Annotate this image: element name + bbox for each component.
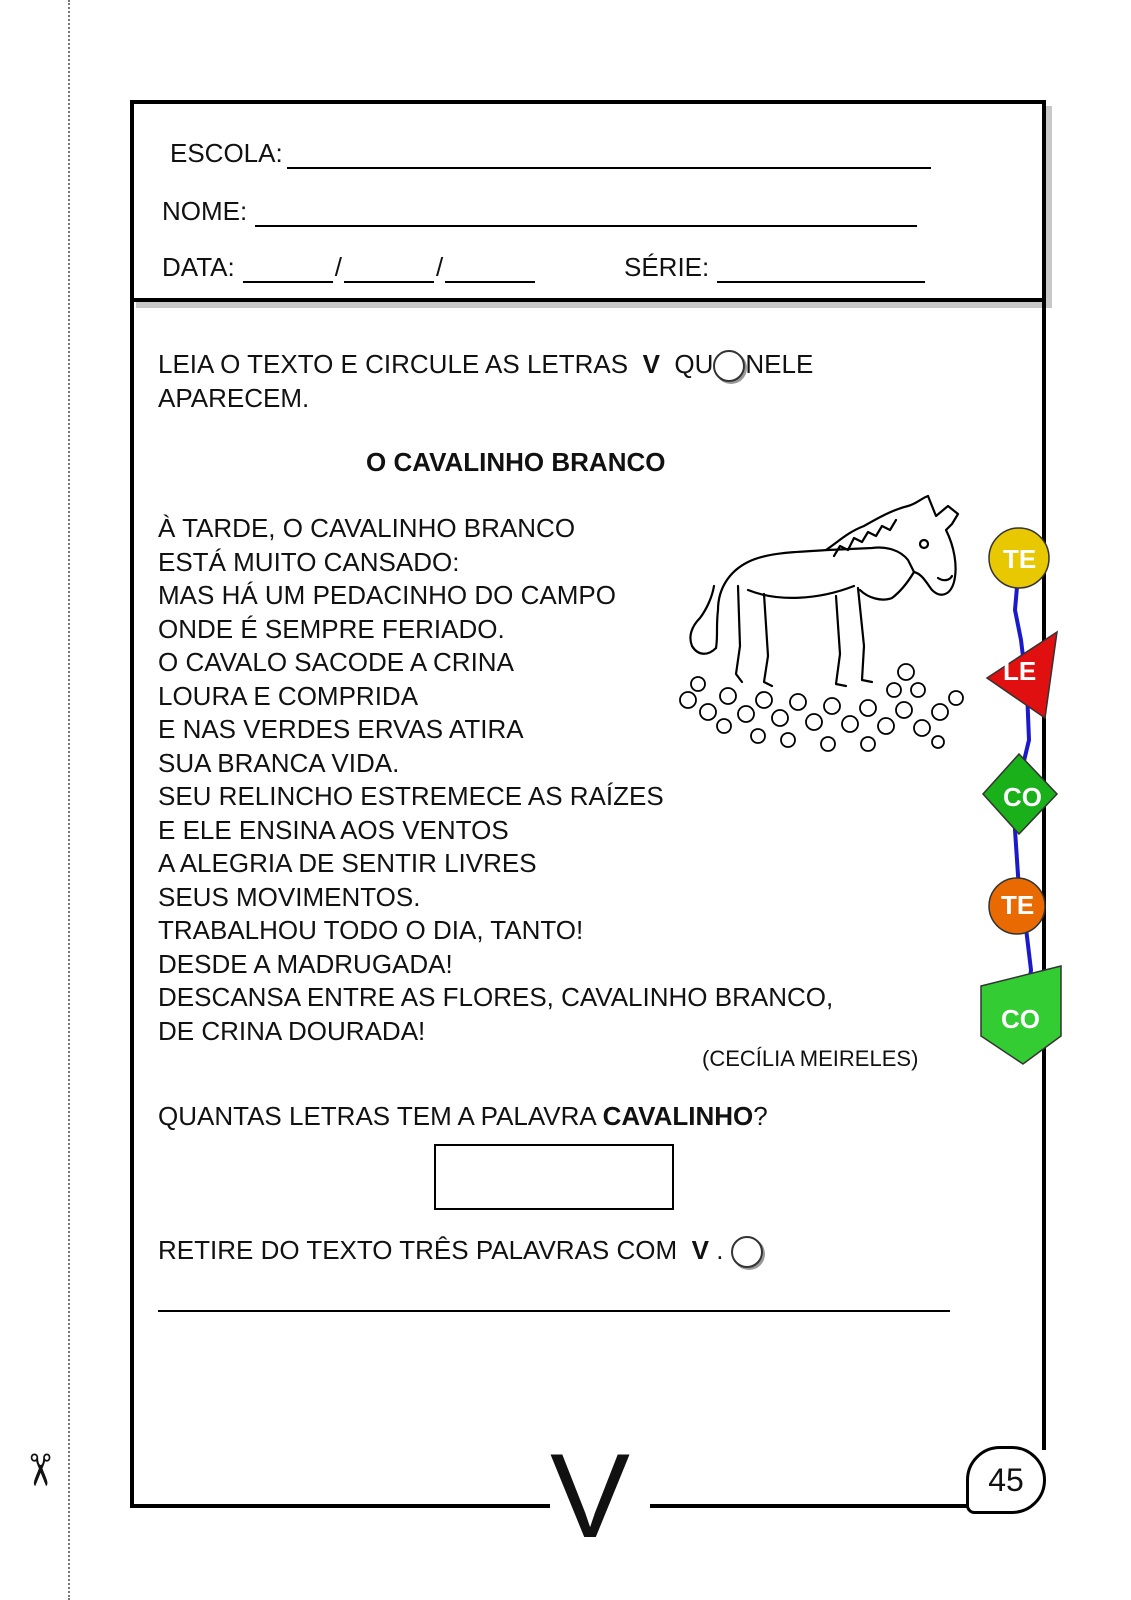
question-1-text: QUANTAS LETRAS TEM A PALAVRA bbox=[158, 1101, 596, 1131]
frame-bottom-border-right bbox=[650, 1504, 1000, 1508]
question-1 bbox=[158, 1100, 768, 1134]
cloud-icon bbox=[731, 1236, 763, 1268]
badge-label-4: TE bbox=[1001, 890, 1035, 920]
poem-line: À TARDE, O CAVALINHO BRANCO bbox=[158, 513, 576, 543]
serie-input-line[interactable] bbox=[717, 257, 925, 283]
poem-author: (CECÍLIA MEIRELES) bbox=[702, 1046, 919, 1071]
question-1-mark: ? bbox=[753, 1101, 768, 1131]
escola-label: ESCOLA: bbox=[170, 138, 283, 168]
instruction bbox=[158, 348, 813, 416]
badge-label-2: LE bbox=[1003, 656, 1037, 686]
question-2 bbox=[158, 1234, 763, 1268]
poem-line: A ALEGRIA DE SENTIR LIVRES bbox=[158, 848, 537, 878]
poem-line: ESTÁ MUITO CANSADO: bbox=[158, 546, 460, 577]
letter-count-answer-box[interactable] bbox=[434, 1144, 674, 1210]
poem-line: SEUS MOVIMENTOS. bbox=[158, 881, 421, 912]
cut-line bbox=[68, 0, 70, 1600]
poem-line: ONDE É SEMPRE FERIADO. bbox=[158, 613, 505, 644]
badge-co-2 bbox=[981, 966, 1061, 1064]
horse-illustration bbox=[668, 486, 978, 762]
badge-label-1: TE bbox=[1003, 544, 1037, 574]
poem-line: LOURA E COMPRIDA bbox=[158, 680, 419, 711]
badge-label-5: CO bbox=[1001, 1004, 1040, 1034]
escola-field bbox=[170, 138, 931, 169]
instruction-letter: V bbox=[642, 349, 660, 379]
poem-title: O CAVALINHO BRANCO bbox=[366, 447, 666, 477]
nome-field bbox=[162, 196, 917, 227]
serie-label: SÉRIE: bbox=[624, 252, 710, 282]
question-2-letter: V bbox=[691, 1235, 709, 1265]
question-1-word: CAVALINHO bbox=[602, 1101, 754, 1131]
instruction-text: LEIA O TEXTO E CIRCULE AS LETRAS bbox=[158, 349, 629, 379]
data-year-line[interactable] bbox=[445, 257, 535, 283]
instruction-qu: QU bbox=[674, 349, 714, 379]
poem-line: TRABALHOU TODO O DIA, TANTO! bbox=[158, 915, 584, 945]
question-2-dot: . bbox=[716, 1235, 724, 1265]
page-number: 45 bbox=[966, 1446, 1046, 1514]
scissors-icon: ✂ bbox=[14, 1451, 64, 1489]
poem-line: SEU RELINCHO ESTREMECE AS RAÍZES bbox=[158, 781, 664, 811]
poem-line: E NAS VERDES ERVAS ATIRA bbox=[158, 714, 524, 744]
syllable-chain bbox=[975, 500, 1075, 1080]
instruction-nele: NELE bbox=[745, 349, 814, 379]
data-slash-1: / bbox=[334, 252, 342, 282]
frame-left-border bbox=[130, 300, 134, 1508]
question-2-text: RETIRE DO TEXTO TRÊS PALAVRAS COM bbox=[158, 1235, 678, 1265]
instruction-line2: APARECEM. bbox=[158, 383, 310, 414]
data-slash-2: / bbox=[435, 252, 444, 282]
poem-line: E ELE ENSINA AOS VENTOS bbox=[158, 814, 509, 845]
badge-label-3: CO bbox=[1003, 782, 1042, 812]
data-field bbox=[162, 252, 535, 283]
chapter-letter: V bbox=[550, 1429, 631, 1563]
words-answer-line[interactable] bbox=[158, 1310, 950, 1312]
data-day-line[interactable] bbox=[243, 257, 333, 283]
poem-line: SUA BRANCA VIDA. bbox=[158, 747, 400, 778]
nome-label: NOME: bbox=[162, 196, 248, 226]
poem-line: DESCANSA ENTRE AS FLORES, CAVALINHO BRANCO, bbox=[158, 982, 834, 1012]
poem-line: O CAVALO SACODE A CRINA bbox=[158, 647, 514, 677]
header-box bbox=[130, 100, 1046, 302]
escola-input-line[interactable] bbox=[287, 143, 931, 169]
data-month-line[interactable] bbox=[344, 257, 434, 283]
data-label: DATA: bbox=[162, 252, 235, 282]
cloud-icon bbox=[713, 350, 745, 382]
serie-field bbox=[624, 252, 925, 283]
badge-te-2 bbox=[989, 878, 1045, 934]
poem-line: MAS HÁ UM PEDACINHO DO CAMPO bbox=[158, 580, 616, 610]
badge-co-1 bbox=[983, 754, 1057, 834]
badge-te-1 bbox=[989, 528, 1049, 588]
frame-bottom-border-left bbox=[130, 1504, 550, 1508]
poem-line: DESDE A MADRUGADA! bbox=[158, 948, 453, 979]
poem-line: DE CRINA DOURADA! bbox=[158, 1015, 426, 1046]
nome-input-line[interactable] bbox=[255, 201, 917, 227]
